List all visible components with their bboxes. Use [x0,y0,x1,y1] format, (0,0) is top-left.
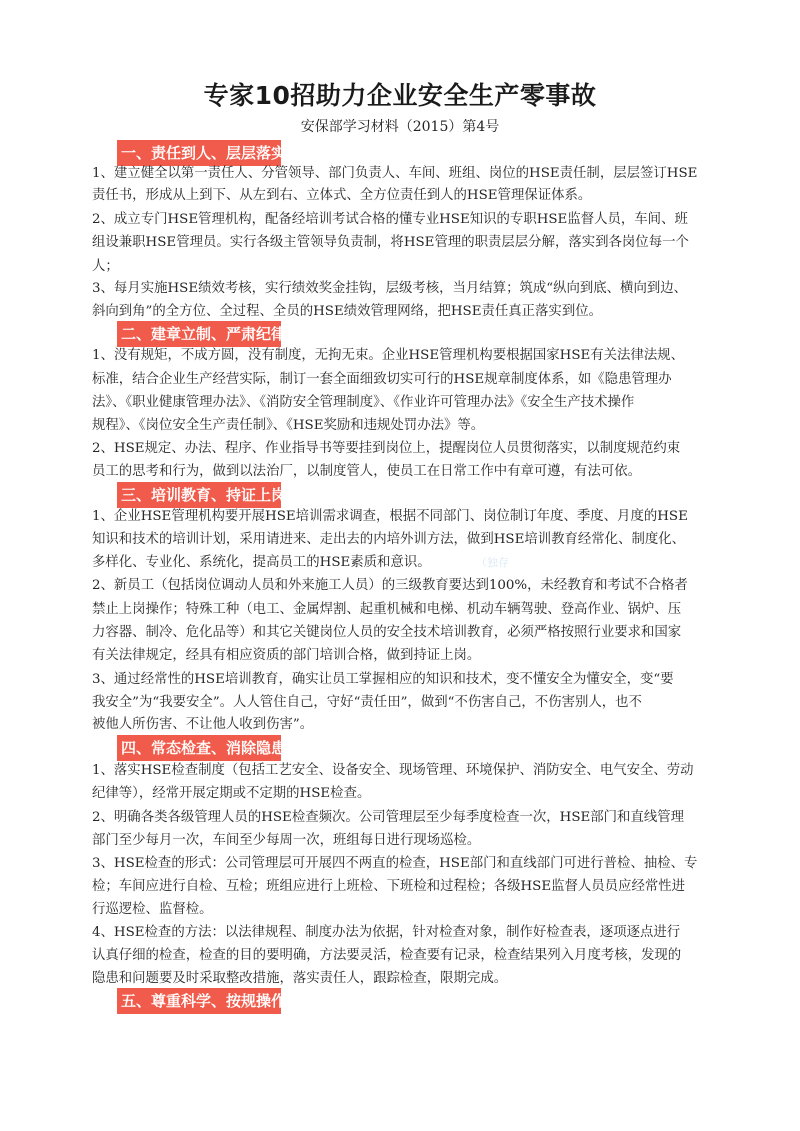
paragraph-line: 2、成立专门HSE管理机构，配备经培训考试合格的懂专业HSE知识的专职HSE监督人员，车间、班 [92,212,688,227]
paragraph-line: 检；车间应进行自检、互检；班组应进行上班检、下班检和过程检；各级HSE监督人员员应经常性进 [92,879,686,894]
paragraph-line: 规程》、《岗位安全生产责任制》、《HSE奖励和违规处罚办法》等。 [92,418,485,433]
paragraph-line: 3、通过经常性的HSE培训教育，确实让员工掌握相应的知识和技术，变不懂安全为懂安全，变“要 [92,672,674,687]
paragraph-line: 被他人所伤害、不让他人收到伤害”。 [92,717,314,732]
paragraph-line: 我安全”为“我要安全”。人人管住自己，守好“责任田”，做到“不伤害自己，不伤害别人，也不 [92,695,642,710]
paragraph-line: 1、落实HSE检查制度（包括工艺安全、设备安全、现场管理、环境保护、消防安全、电气安全、劳动 [92,763,694,778]
section-1-heading: 一、责任到人、层层落实 [117,140,281,166]
paragraph-line: 4、HSE检查的方法：以法律规程、制度办法为依据，针对检查对象，制作好检查表，逐项逐点进行 [92,925,681,940]
paragraph-line: 力容器、制冷、危化品等）和其它关键岗位人员的安全技术培训教育，必须严格按照行业要求和国家 [92,625,682,640]
paragraph-line: 3、每月实施HSE绩效考核，实行绩效奖金挂钩，层级考核，当月结算；筑成“纵向到底、横向到边、 [92,281,688,296]
section-4-heading: 四、常态检查、消除隐患 [117,735,281,761]
paragraph-line: 2、明确各类各级管理人员的HSE检查频次。公司管理层至少每季度检查一次，HSE部门和直线管理 [92,810,685,825]
paragraph-line: 斜向到角”的全方位、全过程、全员的HSE绩效管理网络，把HSE责任真正落实到位。 [92,304,602,319]
paragraph-line: 3、HSE检查的形式：公司管理层可开展四不两直的检查，HSE部门和直线部门可进行普检、抽检、专 [92,856,698,871]
paragraph-line: 员工的思考和行为，做到以法治厂，以制度管人，使员工在日常工作中有章可遵，有法可依。 [92,464,642,479]
paragraph-line: 行巡逻检、监督检。 [92,902,213,917]
paragraph-line: 标准，结合企业生产经营实际，制订一套全面细致切实可行的HSE规章制度体系，如《隐患管理办 [92,372,672,387]
paragraph-line: 责任书，形成从上到下、从左到右、立体式、全方位责任到人的HSE管理保证体系。 [92,188,592,203]
paragraph-line: 多样化、专业化、系统化，提高员工的HSE素质和意识。 [92,555,431,570]
paragraph-line: 部门至少每月一次，车间至少每周一次，班组每日进行现场巡检。 [92,833,481,848]
paragraph-line: 禁止上岗操作；特殊工种（电工、金属焊割、起重机械和电梯、机动车辆驾驶、登高作业、锅炉、压 [92,602,682,617]
document-subtitle: 安保部学习材料（2015）第4号 [300,119,500,135]
paragraph-line: 2、HSE规定、办法、程序、作业指导书等要挂到岗位上，提醒岗位人员贯彻落实，以制度规范约束 [92,441,681,456]
paragraph-line: 2、新员工（包括岗位调动人员和外来施工人员）的三级教育要达到100%，未经教育和考试不合格者 [92,578,688,593]
faint-watermark: （独存 [476,556,509,569]
section-2-heading: 二、建章立制、严肃纪律 [117,321,281,347]
paragraph-line: 人； [92,259,119,274]
paragraph-line: 1、建立健全以第一责任人、分管领导、部门负责人、车间、班组、岗位的HSE责任制，层层签订HSE [92,166,698,181]
paragraph-line: 有关法律规定，经具有相应资质的部门培训合格，做到持证上岗。 [92,648,481,663]
section-3-heading: 三、培训教育、持证上岗 [117,482,281,508]
paragraph-line: 纪律等），经常开展定期或不定期的HSE检查。 [92,786,371,801]
paragraph-line: 1、企业HSE管理机构要开展HSE培训需求调查，根据不同部门、岗位制订年度、季度、月度的HSE [92,509,688,524]
document-title: 专家10招助力企业安全生产零事故 [203,81,597,110]
section-5-heading: 五、尊重科学、按规操作 [117,988,281,1014]
paragraph-line: 1、没有规矩，不成方圆，没有制度，无拘无束。企业HSE管理机构要根据国家HSE有关法律法规、 [92,348,685,363]
paragraph-line: 知识和技术的培训计划，采用请进来、走出去的内培外训方法，做到HSE培训教育经常化、制度化、 [92,532,686,547]
paragraph-line: 隐患和问题要及时采取整改措施，落实责任人，跟踪检查，限期完成。 [92,971,508,986]
paragraph-line: 法》、《职业健康管理办法》、《消防安全管理制度》、《作业许可管理办法》《安全生产技术操作 [92,395,635,410]
paragraph-line: 组设兼职HSE管理员。实行各级主管领导负责制，将HSE管理的职责层层分解，落实到各岗位每一个 [92,235,689,250]
paragraph-line: 认真仔细的检查，检查的目的要明确，方法要灵活，检查要有记录，检查结果列入月度考核，发现的 [92,948,682,963]
